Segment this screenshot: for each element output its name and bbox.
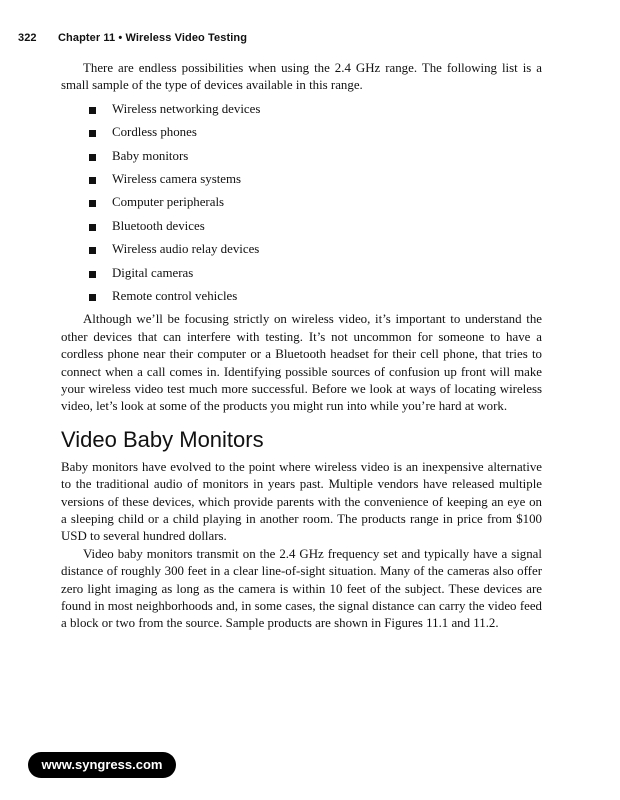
list-item: Baby monitors <box>61 145 542 168</box>
interference-paragraph: Although we’ll be focusing strictly on wireless video, it’s important to understand the other devices that can interfere with testing. It’s not uncommon for someone to have a cordless phone near their computer or a Bluetooth headset for their cell phone, that tries to connect when a call comes in. Identifying possible sources of confusion up front will make your wireless video test much more successful. Before we look at ways of locating wireless video, let’s look at some of the products you might run into while you’re hard at work. <box>61 312 542 414</box>
list-item: Cordless phones <box>61 121 542 144</box>
list-item: Bluetooth devices <box>61 215 542 238</box>
bullet-square-icon <box>89 130 96 137</box>
bullet-square-icon <box>89 200 96 207</box>
list-item: Digital cameras <box>61 262 542 285</box>
list-item: Wireless networking devices <box>61 98 542 121</box>
bullet-square-icon <box>89 224 96 231</box>
intro-paragraph: There are endless possibilities when using the 2.4 GHz range. The following list is a small sample of the type of devices available in this range. <box>61 61 542 93</box>
bullet-square-icon <box>89 294 96 301</box>
section-paragraph-1: Baby monitors have evolved to the point where wireless video is an inexpensive alternative to the traditional audio of monitors in years past. Multiple vendors have released multiple versions of these devices, which provide parents with the convenience of keeping an eye on a sleeping child or a child playing in another room. The products range in price from $100 USD to several hundred dollars. <box>61 459 542 544</box>
chapter-title: Chapter 11 • Wireless Video Testing <box>58 32 248 44</box>
bullet-square-icon <box>89 154 96 161</box>
bullet-square-icon <box>89 247 96 254</box>
page-number: 322 <box>18 32 37 44</box>
list-item: Computer peripherals <box>61 191 542 214</box>
device-list <box>61 98 542 309</box>
publisher-url-link[interactable]: www.syngress.com <box>28 752 176 778</box>
section-paragraph-2: Video baby monitors transmit on the 2.4 GHz frequency set and typically have a signal distance of roughly 300 feet in a clear line-of-sight situation. Many of the cameras also offer zero light imaging as long as the camera is within 10 feet of the subject. These devices are found in most neighborhoods and, in some cases, the signal distance can carry the video feed a block or two from the source. Sample products are shown in Figures 11.1 and 11.2. <box>61 546 542 631</box>
bullet-square-icon <box>89 271 96 278</box>
page-content <box>61 60 542 633</box>
bullet-square-icon <box>89 107 96 114</box>
list-item: Wireless audio relay devices <box>61 238 542 261</box>
section-heading: Video Baby Monitors <box>61 426 264 452</box>
list-item: Wireless camera systems <box>61 168 542 191</box>
bullet-square-icon <box>89 177 96 184</box>
list-item: Remote control vehicles <box>61 285 542 308</box>
running-head <box>18 32 247 44</box>
